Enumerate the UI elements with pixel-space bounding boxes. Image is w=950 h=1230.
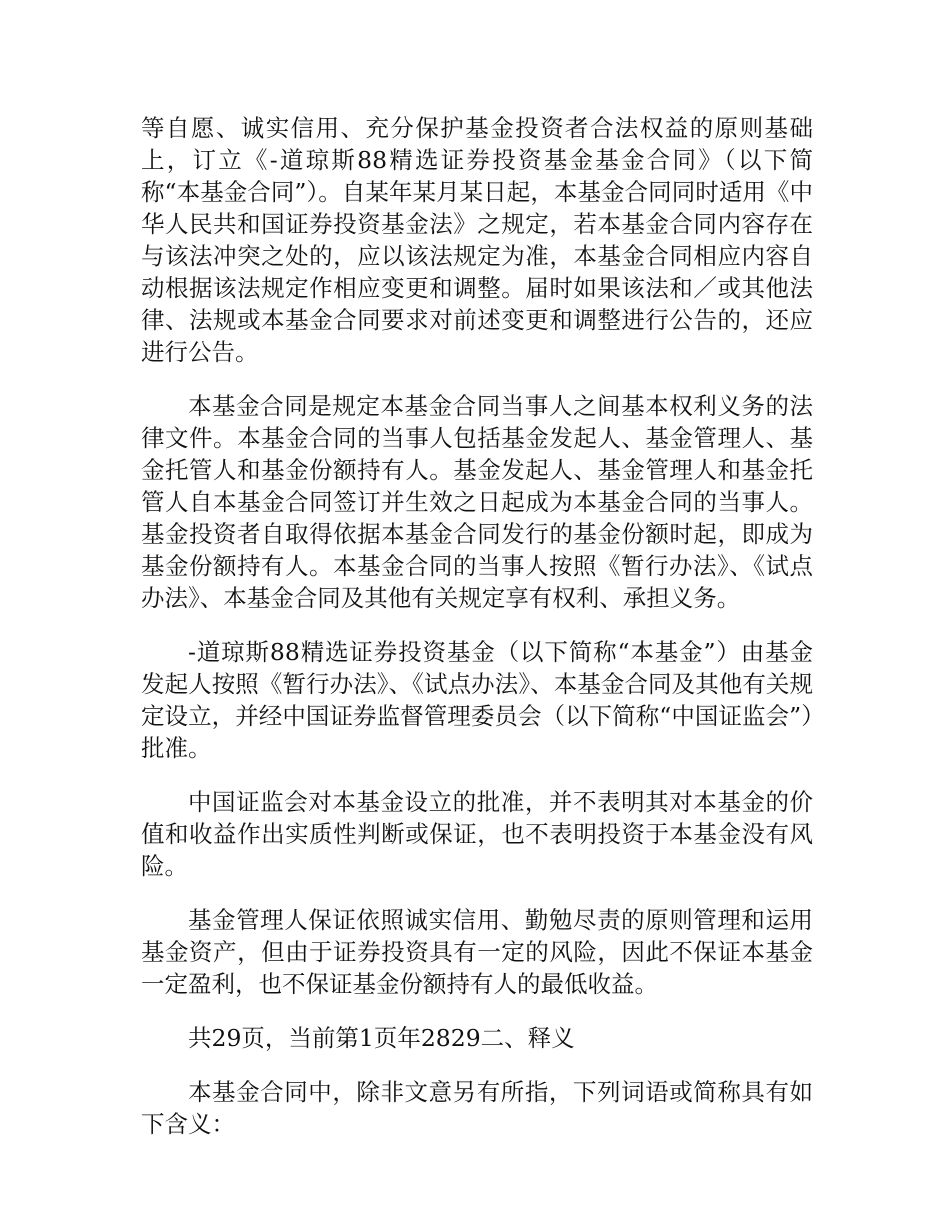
paragraph-contract-basis: 等自愿、诚实信用、充分保护基金投资者合法权益的原则基础上，订立《-道琼斯88精选证券投资基金基金合同》（以下简称“本基金合同”）。自某年某月某日起，本基金合同同时适用《中华人民共和国证券投资基金法》之规定，若本基金合同内容存在与该法冲突之处的，应以该法规定为准，本基金合同相应内容自动根据该法规定作相应变更和调整。届时如果该法和／或其他法律、法规或本基金合同要求对前述变更和调整进行公告的，还应进行公告。: [141, 114, 813, 366]
paragraph-manager-guarantee: 基金管理人保证依照诚实信用、勤勉尽责的原则管理和运用基金资产，但由于证券投资具有一定的风险，因此不保证本基金一定盈利，也不保证基金份额持有人的最低收益。: [141, 906, 813, 998]
paragraph-contract-parties: 本基金合同是规定本基金合同当事人之间基本权利义务的法律文件。本基金合同的当事人包括基金发起人、基金管理人、基金托管人和基金份额持有人。基金发起人、基金管理人和基金托管人自本基金合同签订并生效之日起成为本基金合同的当事人。基金投资者自取得依据本基金合同发行的基金份额时起，即成为基金份额持有人。本基金合同的当事人按照《暂行办法》、《试点办法》、本基金合同及其他有关规定享有权利、承担义务。: [141, 392, 813, 612]
document-body: [141, 112, 813, 1140]
paragraph-definitions-intro: 本基金合同中，除非文意另有所指，下列词语或简称具有如下含义：: [141, 1078, 813, 1138]
paragraph-csrc-approval: 中国证监会对本基金设立的批准，并不表明其对本基金的价值和收益作出实质性判断或保证，也不表明投资于本基金没有风险。: [141, 788, 813, 880]
page-indicator-and-section-heading: 共29页，当前第1页年2829二、释义: [188, 1024, 575, 1052]
paragraph-fund-establishment: -道琼斯88精选证券投资基金（以下简称“本基金”）由基金发起人按照《暂行办法》、《试点办法》、本基金合同及其他有关规定设立，并经中国证券监督管理委员会（以下简称“中国证监会”）批准。: [141, 638, 813, 762]
